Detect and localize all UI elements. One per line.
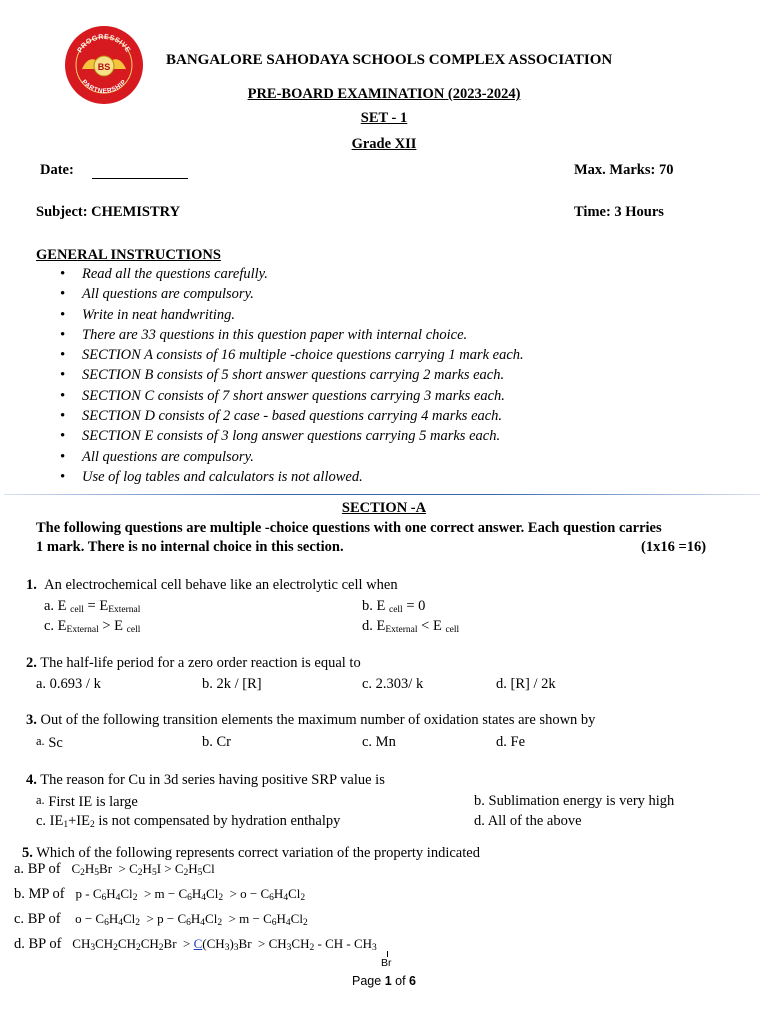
q4-option-d: d. All of the above: [474, 813, 582, 829]
association-name: BANGALORE SAHODAYA SCHOOLS COMPLEX ASSOCIATION: [166, 52, 613, 68]
question-text: Which of the following represents correct variation of the property indicated: [36, 845, 480, 861]
q4-option-a: a. First IE is large: [36, 793, 138, 810]
question-text: Out of the following transition elements the maximum number of oxidation states are shown by: [40, 712, 596, 728]
instruction-item: • SECTION E consists of 3 long answer questions carrying 5 marks each.: [58, 426, 738, 446]
instruction-item: • There are 33 questions in this question paper with internal choice.: [58, 325, 738, 345]
page-number: 1: [384, 974, 392, 988]
section-a-marks: (1x16 =16): [641, 539, 707, 555]
q5-option-b: b. MP of $p - C_6H_4Cl_2 > m - C_6H_4Cl_2 > o - C_6H_4Cl_2$: [14, 886, 306, 903]
date-blank-line: [92, 178, 188, 179]
q1-option-b: b. E $_{cell}$ = 0: [362, 598, 426, 615]
section-divider: [4, 494, 760, 495]
exam-title: PRE-BOARD EXAMINATION (2023-2024): [247, 86, 521, 102]
date-label: Date:: [40, 162, 74, 178]
section-a-intro-line1: The following questions are multiple -choice questions with one correct answer. Each question carries: [36, 520, 662, 536]
instructions-list: [58, 264, 738, 487]
question-text: The reason for Cu in 3d series having positive SRP value is: [40, 772, 385, 788]
q1-option-d: d. $E_{External} < E$ $_{cell}$: [362, 618, 460, 635]
instruction-item: • Write in neat handwriting.: [58, 305, 738, 325]
question-number: 5.: [22, 845, 33, 861]
q1-option-c: c. $E_{External} > E$ $_{cell}$: [44, 618, 141, 635]
grade-label: Grade XII: [351, 136, 417, 152]
question-2: [26, 655, 361, 672]
instruction-item: • All questions are compulsory.: [58, 284, 738, 304]
q5-option-d: d. BP of $CH_3CH_2CH_2CH_2Br > C(CH_3)_3Br > CH_3CH_2$ - CH - $CH_3$: [14, 936, 377, 953]
set-label: SET - 1: [360, 110, 408, 126]
section-a-title: SECTION -A: [341, 500, 427, 516]
question-5: [22, 845, 480, 862]
q3-option-c: c. Mn: [362, 734, 396, 750]
time-allowed: Time: 3 Hours: [574, 204, 664, 220]
q2-option-c: c. 2.303/ k: [362, 676, 424, 692]
q3-option-a: a. Sc: [36, 734, 63, 751]
instruction-item: • SECTION A consists of 16 multiple -choice questions carrying 1 mark each.: [58, 345, 738, 365]
instruction-item: • SECTION B consists of 5 short answer questions carrying 2 marks each.: [58, 365, 738, 385]
question-4: [26, 772, 385, 789]
q3-option-d: d. Fe: [496, 734, 525, 750]
page-footer: Page 1 of 6: [352, 974, 416, 988]
subject: Subject: CHEMISTRY: [36, 204, 181, 220]
q2-option-d: d. [R] / 2k: [496, 676, 556, 692]
instruction-item: • SECTION D consists of 2 case - based questions carrying 4 marks each.: [58, 406, 738, 426]
question-1: [26, 577, 398, 594]
instruction-item: • Read all the questions carefully.: [58, 264, 738, 284]
question-number: 3.: [26, 712, 37, 728]
instructions-title: GENERAL INSTRUCTIONS: [36, 247, 221, 263]
question-number: 4.: [26, 772, 37, 788]
q5-d-br-substituent: Br: [381, 957, 392, 969]
q4-option-c: c. $IE_1+IE_2$ is not compensated by hydration enthalpy: [36, 813, 341, 830]
q3-option-b: b. Cr: [202, 734, 231, 750]
question-number: 2.: [26, 655, 37, 671]
section-a-intro-line2: 1 mark. There is no internal choice in this section.: [36, 539, 344, 555]
q2-option-a: a. 0.693 / k: [36, 676, 101, 692]
question-3: [26, 712, 595, 729]
question-text: The half-life period for a zero order reaction is equal to: [40, 655, 361, 671]
question-number: 1.: [26, 577, 37, 593]
logo-top-text: PROGRESSIVE: [76, 33, 132, 55]
q5-option-c: c. BP of $o - C_6H_4Cl_2 > p - C_6H_4Cl_2 > m - C_6H_4Cl_2$: [14, 911, 308, 928]
instruction-item: • Use of log tables and calculators is not allowed.: [58, 467, 738, 487]
page-total: 6: [409, 974, 416, 988]
q4-option-b: b. Sublimation energy is very high: [474, 793, 675, 809]
logo-center-text: BS: [97, 62, 111, 72]
question-text: An electrochemical cell behave like an electrolytic cell when: [44, 577, 398, 593]
q1-option-a: a. E $_{cell} = E_{External}$: [44, 598, 141, 615]
q2-option-b: b. 2k / [R]: [202, 676, 262, 692]
instruction-item: • SECTION C consists of 7 short answer questions carrying 3 marks each.: [58, 386, 738, 406]
instruction-item: • All questions are compulsory.: [58, 447, 738, 467]
max-marks: Max. Marks: 70: [574, 162, 674, 178]
q5-option-a: a. BP of $C_2H_5Br > C_2H_5I > C_2H_5Cl$: [14, 861, 215, 878]
logo-bottom-text: PARTNERSHIP: [80, 78, 128, 96]
